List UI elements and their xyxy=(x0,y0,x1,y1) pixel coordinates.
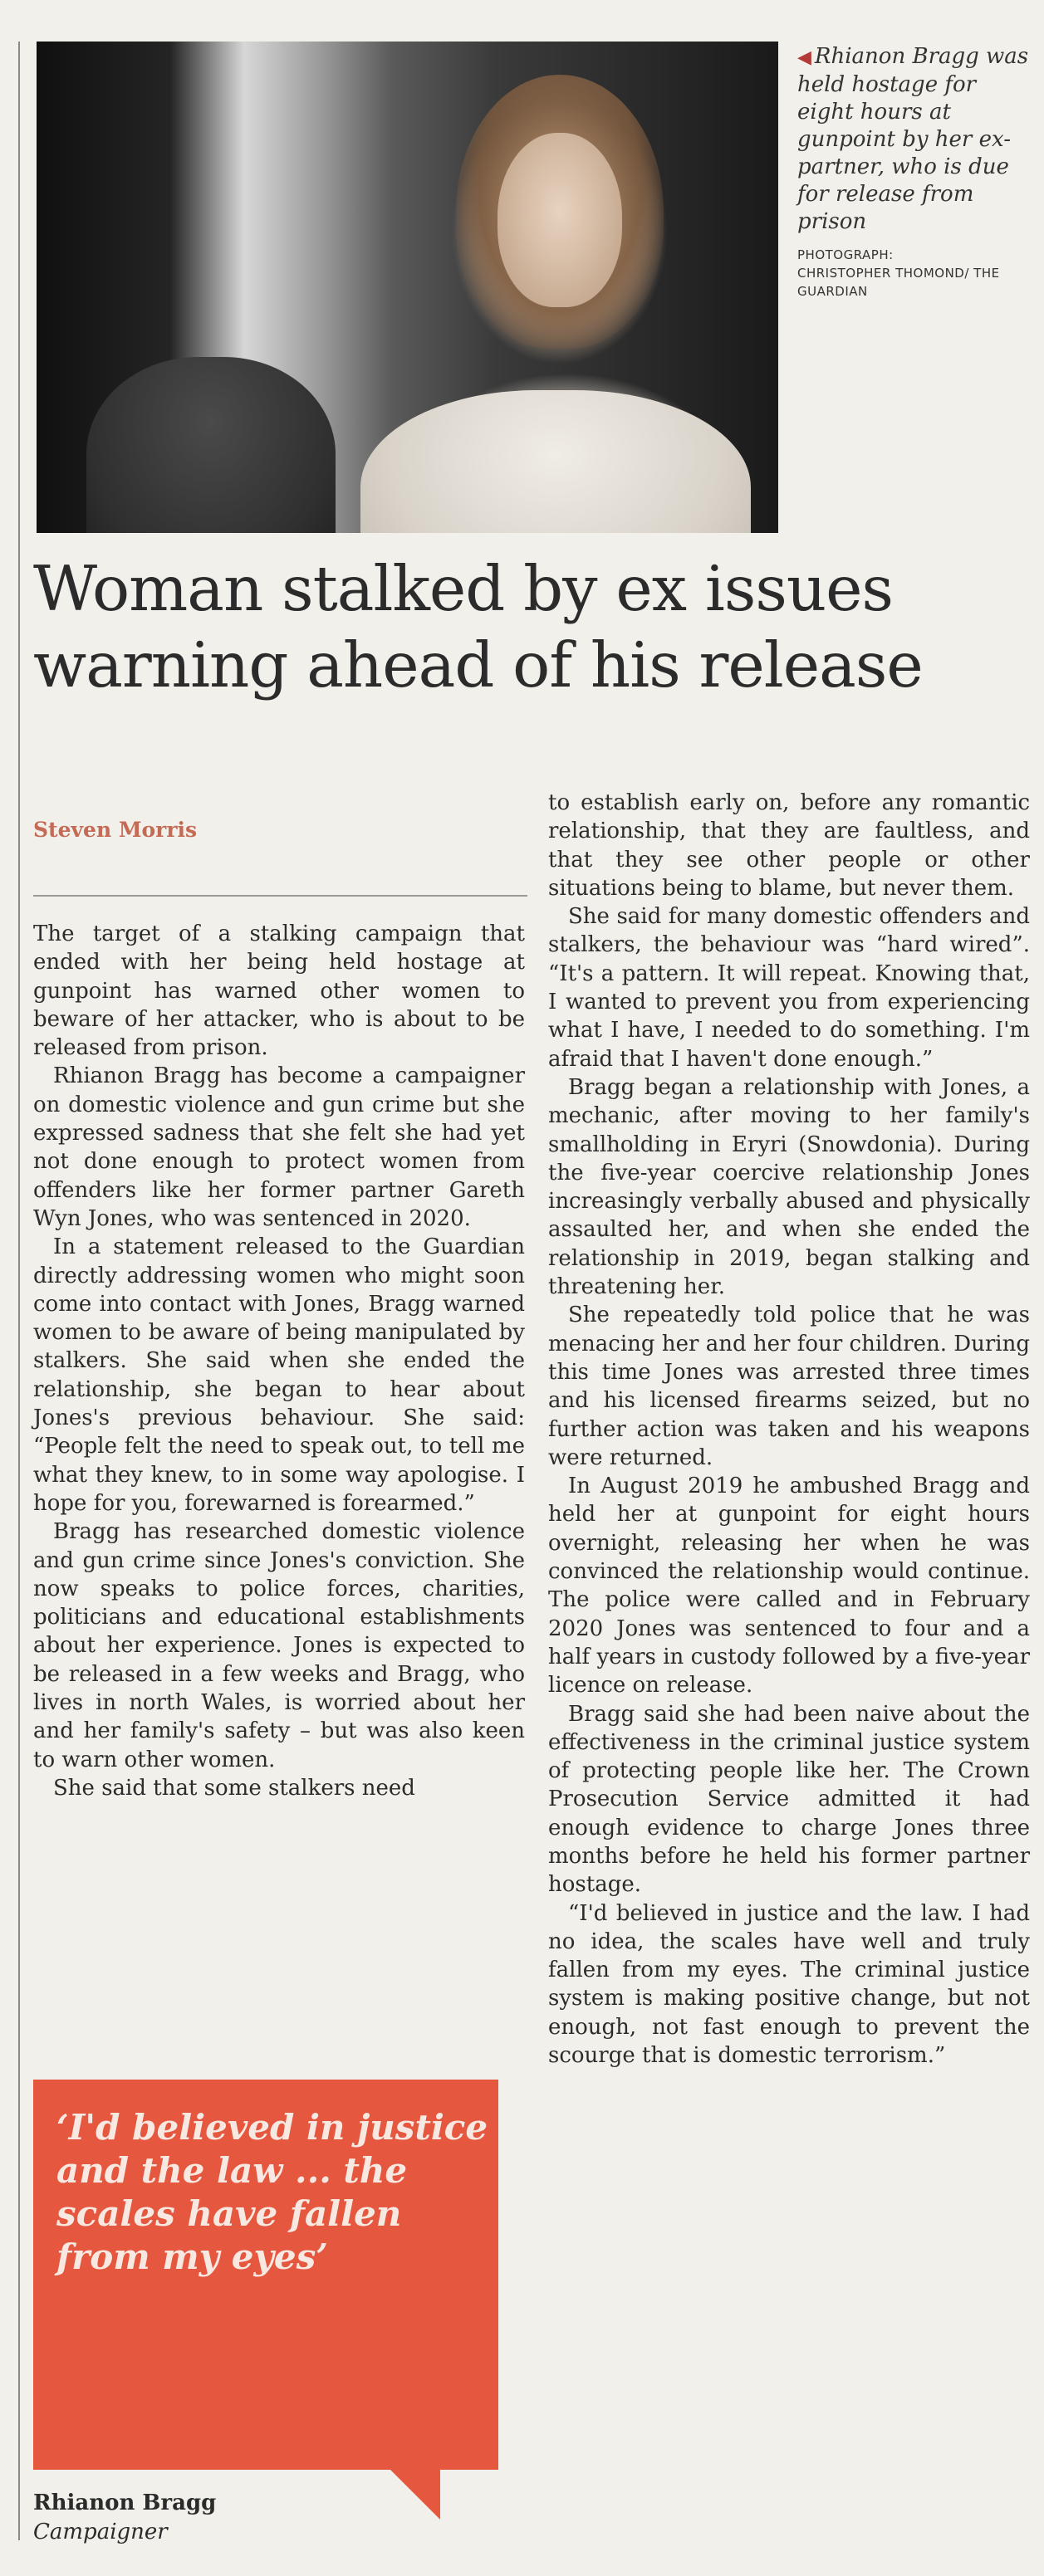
caption-arrow-icon: ◀ xyxy=(797,47,811,68)
paragraph: She said for many domestic offenders and stalkers, the behaviour was “hard wired”. “It's a pattern. It will repeat. Knowing that, I wanted to prevent you from experiencing what I have, I needed to do something. I'm afraid that I haven't done enough.” xyxy=(548,904,1030,1072)
paragraph: In a statement released to the Guardian directly addressing women who might soon come into contact with Jones, Bragg warned women to be aware of being manipulated by stalkers. She said when she ended the relationship, she began to hear about Jones's previous behaviour. She said: “People felt the need to speak out, to tell me what they knew, to in some way apologise. I hope for you, forewarned is forearmed.” xyxy=(33,1234,525,1516)
photo-subject-shoulders xyxy=(360,390,751,533)
paragraph: Bragg has researched domestic violence and gun crime since Jones's conviction. She now speaks to police forces, charities, politicians and educational establishments about her experience. Jones is expected to be released in a few weeks and Bragg, who lives in north Wales, is worried about her and her family's safety – but was also keen to warn other women. xyxy=(33,1519,525,1772)
paragraph: to establish early on, before any romantic relationship, that they are faultless, and that they see other people or other situations being to blame, but never them. xyxy=(548,790,1030,901)
photo-caption xyxy=(797,43,1038,301)
paragraph: She repeatedly told police that he was menacing her and her four children. During this time Jones was arrested three times and his licensed firearms seized, but no further action was taken and his weapons were returned. xyxy=(548,1303,1030,1470)
byline: Steven Morris xyxy=(33,818,198,842)
paragraph: Bragg said she had been naive about the effectiveness in the criminal justice system of protecting people like her. The Crown Prosecution Service admitted it had enough evidence to charge Jones three months before he held his former partner hostage. xyxy=(548,1701,1030,1898)
caption-body: Rhianon Bragg was held hostage for eight hours at gunpoint by her ex-partner, who is due for release from prison xyxy=(797,44,1029,234)
paragraph: She said that some stalkers need xyxy=(53,1775,415,1801)
credit-label: PHOTOGRAPH: xyxy=(797,247,894,262)
paragraph: In August 2019 he ambushed Bragg and held her at gunpoint for eight hours overnight, releasing her when he was convinced the relationship would continue. The police were called and in February 2020 Jones was sentenced to four and a half years in custody followed by a five-year licence on release. xyxy=(548,1474,1030,1699)
paragraph: Bragg began a relationship with Jones, a mechanic, after moving to her family's smallholding in Eryri (Snowdonia). During the five-year coercive relationship Jones increasingly verbally abused and physically assaulted her, and when she ended the relationship in 2019, began stalking and threatening her. xyxy=(548,1074,1030,1300)
article-photo xyxy=(37,42,778,533)
pull-quote-tail xyxy=(390,2470,440,2520)
caption-text xyxy=(797,43,1038,236)
credit-name: CHRISTOPHER THOMOND/ THE GUARDIAN xyxy=(797,266,1000,299)
photo-credit xyxy=(797,246,1038,301)
pull-quote-text: ‘I'd believed in justice and the law ... the scales have fallen from my eyes’ xyxy=(56,2107,488,2277)
photo-background-figure xyxy=(86,357,336,533)
photo-subject-face xyxy=(497,133,622,307)
pull-quote-box xyxy=(33,2080,498,2470)
paragraph: “I'd believed in justice and the law. I had no idea, the scales have well and truly fallen from my eyes. The criminal justice system is making positive change, but not enough, not fast enough to prevent the scourge that is domestic terrorism.” xyxy=(548,1900,1030,2069)
byline-divider xyxy=(33,895,527,897)
article-column-right xyxy=(548,789,1030,2070)
pull-quote-name: Rhianon Bragg xyxy=(33,2490,217,2515)
column-rule xyxy=(18,42,20,2540)
pull-quote-role: Campaigner xyxy=(33,2520,168,2544)
headline-line-1: Woman stalked by ex issues xyxy=(33,552,894,625)
paragraph: Rhianon Bragg has become a campaigner on domestic violence and gun crime but she expressed sadness that she felt she had yet not done enough to protect women from offenders like her former partner Gareth Wyn Jones, who was sentenced in 2020. xyxy=(33,1063,525,1231)
headline xyxy=(33,550,1030,703)
headline-line-2: warning ahead of his release xyxy=(33,628,923,701)
paragraph: The target of a stalking campaign that ended with her being held hostage at gunpoint has warned other women to beware of her attacker, who is about to be released from prison. xyxy=(33,921,525,1061)
article-column-left xyxy=(33,920,525,1802)
